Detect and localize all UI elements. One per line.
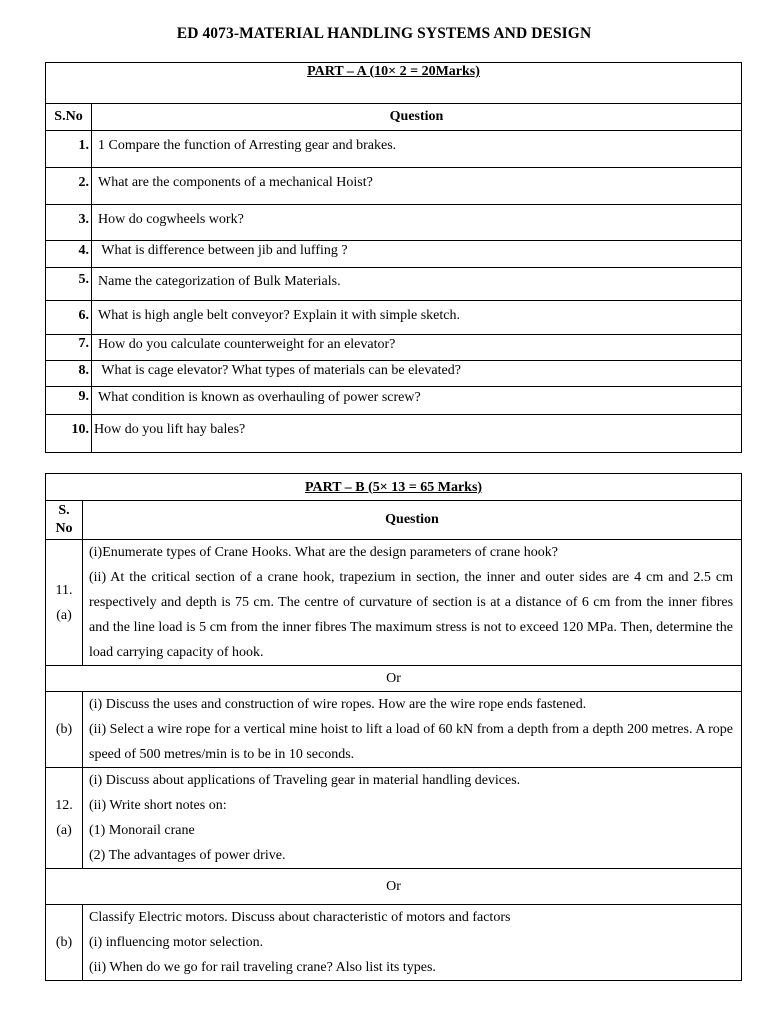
column-header-question: Question: [92, 104, 742, 131]
question-line: (ii) When do we go for rail traveling crane? Also list its types.: [89, 960, 436, 975]
or-separator: Or: [46, 869, 742, 905]
question-number: 10.: [46, 415, 92, 453]
table-row: [46, 361, 742, 387]
question-number: 2.: [46, 168, 92, 205]
table-row: [46, 905, 742, 981]
question-number: 1.: [46, 131, 92, 168]
part-a-heading: PART – A (10× 2 = 20Marks): [46, 63, 742, 104]
question-text: How do you lift hay bales?: [92, 415, 742, 453]
column-header-sno-line1: S.: [58, 503, 70, 518]
question-line: (1) Monorail crane: [89, 823, 195, 838]
question-part-label: (a): [56, 607, 72, 623]
part-b-table: [45, 473, 742, 981]
table-row: [46, 131, 742, 168]
question-text: What is difference between jib and luffing ?: [92, 241, 742, 268]
question-number: 7.: [46, 335, 92, 361]
question-number: 9.: [46, 387, 92, 415]
question-line: (i) Discuss the uses and construction of wire ropes. How are the wire rope ends fastened.: [89, 697, 587, 712]
question-number: 6.: [46, 301, 92, 335]
question-part-label: (b): [46, 905, 83, 981]
table-row: [46, 301, 742, 335]
question-line: Classify Electric motors. Discuss about characteristic of motors and factors: [89, 910, 511, 925]
table-row: [46, 168, 742, 205]
question-line: (i) influencing motor selection.: [89, 935, 264, 950]
question-text: How do you calculate counterweight for an elevator?: [92, 335, 742, 361]
part-a-table: [45, 62, 742, 453]
column-header-sno-line2: No: [55, 521, 73, 536]
question-line: (ii) Select a wire rope for a vertical mine hoist to lift a load of 60 kN from a depth from a depth 200 metres. A rope speed of 500 metres/min is to be in 10 seconds.: [89, 722, 734, 762]
question-text: What condition is known as overhauling of power screw?: [92, 387, 742, 415]
question-text: What are the components of a mechanical Hoist?: [92, 168, 742, 205]
question-line: (i)Enumerate types of Crane Hooks. What are the design parameters of crane hook?: [89, 545, 558, 560]
question-number: 12.: [55, 798, 73, 813]
table-row: [46, 692, 742, 768]
question-number: 4.: [46, 241, 92, 268]
question-line: (ii) At the critical section of a crane hook, trapezium in section, the inner and outer sides are 4 cm and 2.5 cm respectively and depth is 75 cm. The centre of curvature of section is at a distance of 6 cm from the inner fibres and the line load is 5 cm from the inner fibres The maximum stress is not to exceed 120 MPa. Then, determine the load carrying capacity of hook.: [89, 570, 734, 660]
table-row: [46, 205, 742, 241]
question-line: (ii) Write short notes on:: [89, 798, 227, 813]
question-text: How do cogwheels work?: [92, 205, 742, 241]
table-row: [46, 268, 742, 301]
table-row: [46, 335, 742, 361]
exam-title: ED 4073-MATERIAL HANDLING SYSTEMS AND DESIGN: [176, 25, 592, 42]
question-number: 5.: [46, 268, 92, 301]
question-part-label: (b): [46, 692, 83, 768]
question-part-label: (a): [56, 823, 72, 838]
table-row: [46, 387, 742, 415]
question-line: (i) Discuss about applications of Traveling gear in material handling devices.: [89, 773, 521, 788]
table-row: [46, 540, 742, 666]
or-separator: Or: [46, 666, 742, 692]
column-header-sno: S.No: [46, 104, 92, 131]
table-row: [46, 768, 742, 869]
table-row: [46, 241, 742, 268]
part-b-heading: PART – B (5× 13 = 65 Marks): [46, 474, 742, 501]
question-line: (2) The advantages of power drive.: [89, 848, 286, 863]
question-text: 1 Compare the function of Arresting gear and brakes.: [92, 131, 742, 168]
column-header-question: Question: [83, 501, 742, 540]
question-text: What is cage elevator? What types of materials can be elevated?: [92, 361, 742, 387]
question-text: Name the categorization of Bulk Materials.: [92, 268, 742, 301]
question-number: 11.: [55, 582, 73, 598]
question-text: What is high angle belt conveyor? Explain it with simple sketch.: [92, 301, 742, 335]
question-number: 8.: [46, 361, 92, 387]
table-row: [46, 415, 742, 453]
question-number: 3.: [46, 205, 92, 241]
